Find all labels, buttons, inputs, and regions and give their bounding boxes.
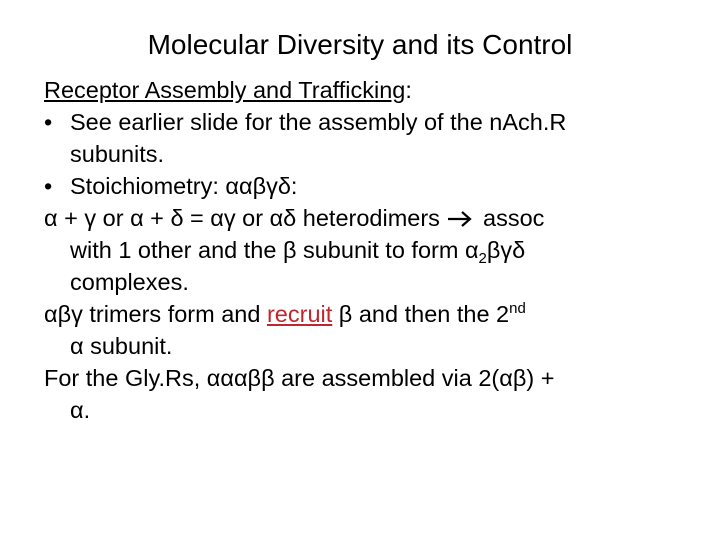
section-heading bbox=[44, 74, 704, 106]
paragraph-trimers-continued bbox=[44, 330, 704, 362]
slide-title: Molecular Diversity and its Control bbox=[147, 29, 573, 60]
slide-body bbox=[44, 74, 704, 426]
paragraph-text: with 1 other and the β subunit to form α bbox=[70, 237, 479, 263]
bullet-item-stoichiometry bbox=[44, 170, 704, 202]
paragraph-text: assoc bbox=[476, 205, 545, 231]
paragraph-text: complexes. bbox=[70, 269, 189, 295]
paragraph-text: For the Gly.Rs, αααββ are assembled via 2(αβ) + bbox=[44, 365, 555, 391]
paragraph-heterodimers bbox=[44, 202, 704, 234]
bullet-text: subunits. bbox=[70, 141, 165, 167]
bullet-icon: • bbox=[44, 173, 53, 199]
right-arrow-icon bbox=[446, 204, 476, 236]
superscript: nd bbox=[509, 300, 526, 317]
bullet-text: See earlier slide for the assembly of the nAch.R bbox=[70, 109, 567, 135]
paragraph-heterodimers-continued bbox=[44, 266, 704, 298]
bullet-icon: • bbox=[44, 109, 53, 135]
bullet-item-assembly-continued bbox=[44, 138, 704, 170]
paragraph-text: βγδ bbox=[486, 237, 526, 263]
bullet-text: Stoichiometry: ααβγδ: bbox=[70, 173, 298, 199]
paragraph-glyrs-continued bbox=[44, 394, 704, 426]
paragraph-text: α + γ or α + δ = αγ or αδ heterodimers bbox=[44, 205, 447, 231]
paragraph-trimers bbox=[44, 298, 704, 330]
highlighted-word: recruit bbox=[266, 301, 333, 327]
subscript: 2 bbox=[478, 250, 487, 267]
paragraph-text: α subunit. bbox=[70, 333, 173, 359]
paragraph-text: β and then the 2 bbox=[332, 301, 510, 327]
section-heading-colon: : bbox=[405, 77, 412, 103]
paragraph-heterodimers-continued bbox=[44, 234, 704, 266]
paragraph-text: α. bbox=[70, 397, 91, 423]
section-heading-text: Receptor Assembly and Trafficking bbox=[44, 77, 406, 103]
bullet-item-assembly bbox=[44, 106, 704, 138]
paragraph-text: αβγ trimers form and bbox=[44, 301, 267, 327]
paragraph-glyrs bbox=[44, 362, 704, 394]
